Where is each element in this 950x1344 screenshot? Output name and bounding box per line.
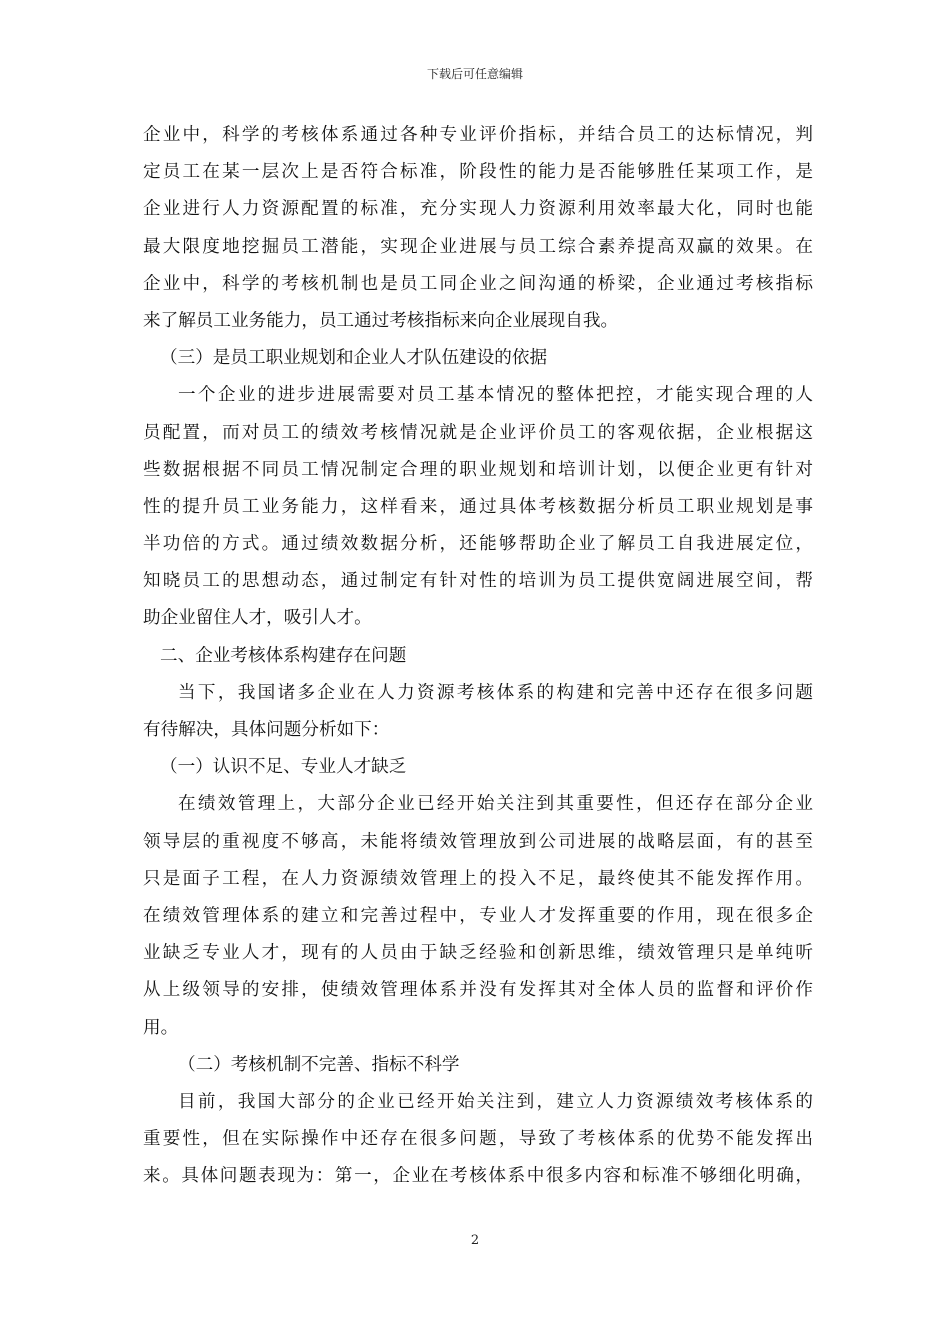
body-line: 员配置，而对员工的绩效考核情况就是企业评价员工的客观依据，企业根据这 <box>143 422 813 443</box>
body-line: 企业中，科学的考核体系通过各种专业评价指标，并结合员工的达标情况，判 <box>143 125 813 145</box>
page-header: 下载后可任意编辑 <box>426 67 523 81</box>
body-line: 来了解员工业务能力，员工通过考核指标来向企业展现自我。 <box>143 310 619 331</box>
section-heading: 二、企业考核体系构建存在问题 <box>160 645 407 666</box>
body-line: 最大限度地挖掘员工潜能，实现企业进展与员工综合素养提高双赢的效果。在 <box>143 236 813 257</box>
body-line: 在绩效管理体系的建立和完善过程中，专业人才发挥重要的作用，现在很多企 <box>143 905 813 926</box>
document-body <box>143 117 813 1195</box>
body-line: 用。 <box>143 1017 179 1038</box>
section-heading: （二）考核机制不完善、指标不科学 <box>178 1054 460 1075</box>
body-line: 目前，我国大部分的企业已经开始关注到，建立人力资源绩效考核体系的 <box>178 1091 813 1112</box>
body-line: 来。具体问题表现为：第一，企业在考核体系中很多内容和标准不够细化明确， <box>143 1166 813 1187</box>
body-line: 一个企业的进步进展需要对员工基本情况的整体把控，才能实现合理的人 <box>178 385 813 406</box>
body-line: 从上级领导的安排，使绩效管理体系并没有发挥其对全体人员的监督和评价作 <box>143 980 813 1001</box>
body-line: 业缺乏专业人才，现有的人员由于缺乏经验和创新思维，绩效管理只是单纯听 <box>143 943 813 964</box>
body-line: 助企业留住人才，吸引人才。 <box>143 608 372 629</box>
body-line: 半功倍的方式。通过绩效数据分析，还能够帮助企业了解员工自我进展定位， <box>143 534 813 555</box>
body-line: 在绩效管理上，大部分企业已经开始关注到其重要性，但还存在部分企业 <box>178 794 813 815</box>
body-line: 知晓员工的思想动态，通过制定有针对性的培训为员工提供宽阔进展空间，帮 <box>143 571 813 592</box>
section-heading: （三）是员工职业规划和企业人才队伍建设的依据 <box>160 348 548 369</box>
body-line: 领导层的重视度不够高，未能将绩效管理放到公司进展的战略层面，有的甚至 <box>143 831 813 852</box>
body-line: 只是面子工程，在人力资源绩效管理上的投入不足，最终使其不能发挥作用。 <box>143 868 813 889</box>
body-line: 重要性，但在实际操作中还存在很多问题，导致了考核体系的优势不能发挥出 <box>143 1129 813 1150</box>
body-line: 性的提升员工业务能力，这样看来，通过具体考核数据分析员工职业规划是事 <box>143 496 813 517</box>
body-line: 企业中，科学的考核机制也是员工同企业之间沟通的桥梁，企业通过考核指标 <box>143 273 813 294</box>
body-line: 有待解决，具体问题分析如下： <box>143 720 390 740</box>
section-heading: （一）认识不足、专业人才缺乏 <box>160 757 407 778</box>
body-line: 企业进行人力资源配置的标准，充分实现人力资源利用效率最大化，同时也能 <box>143 199 813 220</box>
body-line: 些数据根据不同员工情况制定合理的职业规划和培训计划，以便企业更有针对 <box>143 459 813 480</box>
page-number: 2 <box>470 1233 480 1248</box>
body-line: 当下，我国诸多企业在人力资源考核体系的构建和完善中还存在很多问题 <box>178 682 813 703</box>
body-line: 定员工在某一层次上是否符合标准，阶段性的能力是否能够胜任某项工作，是 <box>143 162 813 183</box>
